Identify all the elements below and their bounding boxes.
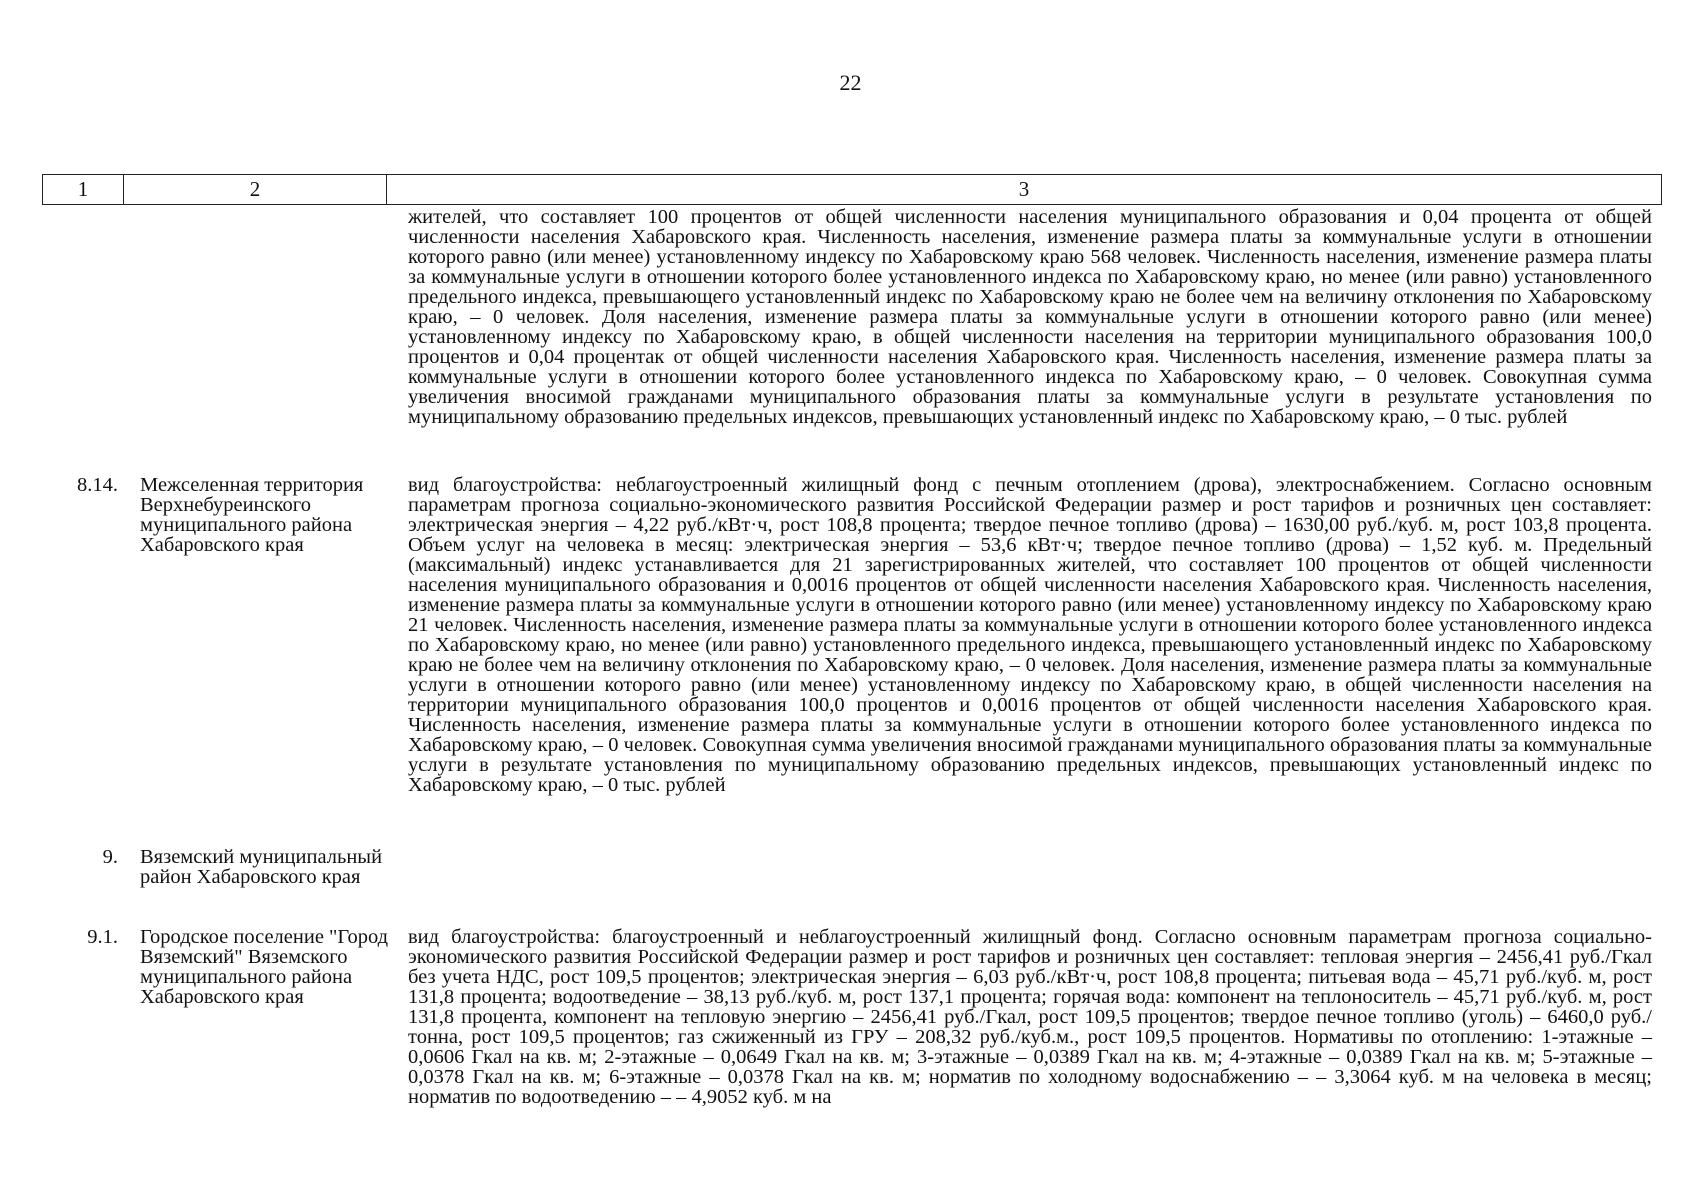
table-row — [42, 207, 1662, 469]
row-territory-name: Городское поселение "Город Вяземский" Вяземского муниципального района Хабаровского края — [140, 926, 389, 1008]
table-body — [42, 207, 1662, 1107]
row-territory-name — [132, 207, 396, 469]
row-territory-name: Межселенная территория Верхнебуреинского муниципального района Хабаровского края — [140, 474, 364, 556]
header-column-1: 1 — [43, 175, 124, 204]
table-header — [42, 174, 1662, 205]
row-number — [42, 207, 132, 469]
row-description — [396, 847, 1662, 919]
row-number: 9.1. — [87, 926, 118, 948]
row-territory-name: Вяземский муниципальный район Хабаровского края — [140, 846, 383, 888]
table-row — [42, 927, 1662, 1107]
row-description: вид благоустройства: неблагоустроенный жилищный фонд с печным отоплением (дрова), электроснабжением. Согласно основным параметрам прогноза социально-экономического развития Российской Федерации размер и рост тарифов и розничных цен составляет: электрическая энергия – 4,22 руб./кВт·ч, рост 108,8 процента; твердое печное топливо (дрова) – 1630,00 руб./куб. м, рост 103,8 процента. Объем услуг на человека в месяц: электрическая энергия – 53,6 кВт·ч; твердое печное топливо (дрова) – 1,52 куб. м. Предельный (максимальный) индекс устанавливается для 21 зарегистрированных жителей, что составляет 100 процентов от общей численности населения муниципального образования и 0,0016 процентов от общей численности населения Хабаровского края. Численность населения, изменение размера платы за коммунальные услуги в отношении которого равно (или менее) установленному индексу по Хабаровскому краю 21 человек. Численность населения, изменение размера платы за коммунальные услуги в отношении которого более установленного индекса по Хабаровскому краю, но менее (или равно) установленного предельного индекса, превышающего установленный индекс по Хабаровскому краю не более чем на величину отклонения по Хабаровскому краю, – 0 человек. Доля населения, изменение размера платы за коммунальные услуги в отношении которого равно (или менее) установленному индексу по Хабаровскому краю, в общей численности населения на территории муниципального образования 100,0 процентов и 0,0016 процентов от общей численности населения Хабаровского края. Численность населения, изменение размера платы за коммунальные услуги в отношении которого более установленного индекса по Хабаровскому краю, – 0 человек. Совокупная сумма увеличения вносимой гражданами муниципального образования платы за коммунальные услуги в результате установления по муниципальному образованию предельных индексов, превышающих установленный индекс по Хабаровскому краю, – 0 тыс. рублей — [408, 474, 1652, 796]
row-description: вид благоустройства: благоустроенный и неблагоустроенный жилищный фонд. Согласно основным параметрам прогноза социально-экономического развития Российской Федерации размер и рост тарифов и розничных цен составляет: тепловая энергия – 2456,41 руб./Гкал без учета НДС, рост 109,5 процентов; электрическая энергия – 6,03 руб./кВт·ч, рост 108,8 процента; питьевая вода – 45,71 руб./куб. м, рост 131,8 процента; водоотведение – 38,13 руб./куб. м, рост 137,1 процента; горячая вода: компонент на теплоноситель – 45,71 руб./куб. м, рост 131,8 процента, компонент на тепловую энергию – 2456,41 руб./Гкал, рост 109,5 процентов; твердое печное топливо (уголь) – 6460,0 руб./тонна, рост 109,5 процентов; газ сжиженный из ГРУ – 208,32 руб./куб.м., рост 109,5 процентов. Нормативы по отоплению: 1-этажные – 0,0606 Гкал на кв. м; 2-этажные – 0,0649 Гкал на кв. м; 3-этажные – 0,0389 Гкал на кв. м; 4-этажные – 0,0389 Гкал на кв. м; 5-этажные – 0,0378 Гкал на кв. м; 6-этажные – 0,0378 Гкал на кв. м; норматив по холодному водоснабжению – – 3,3064 куб. м на человека в месяц; норматив по водоотведению – – 4,9052 куб. м на — [408, 926, 1652, 1108]
page-number: 22 — [839, 70, 862, 95]
table-row — [42, 475, 1662, 841]
row-number: 9. — [102, 846, 118, 868]
header-column-3: 3 — [1018, 177, 1030, 201]
row-number: 8.14. — [77, 474, 118, 496]
row-description: жителей, что составляет 100 процентов от общей численности населения муниципального образования и 0,04 процента от общей численности населения Хабаровского края. Численность населения, изменение размера платы за коммунальные услуги в отношении которого равно (или менее) установленному индексу по Хабаровскому краю 568 человек. Численность населения, изменение размера платы за коммунальные услуги в отношении которого более установленного индекса по Хабаровскому краю, но менее (или равно) установленного предельного индекса, превышающего установленный индекс по Хабаровскому краю не более чем на величину отклонения по Хабаровскому краю, – 0 человек. Доля населения, изменение размера платы за коммунальные услуги в отношении которого равно (или менее) установленному индексу по Хабаровскому краю, в общей численности населения на территории муниципального образования 100,0 процентов и 0,04 процентак от общей численности населения Хабаровского края. Численность населения, изменение размера платы за коммунальные услуги в отношении которого более установленного индекса по Хабаровскому краю, – 0 человек. Совокупная сумма увеличения вносимой гражданами муниципального образования платы за коммунальные услуги в результате установления по муниципальному образованию предельных индексов, превышающих установленный индекс по Хабаровскому краю, – 0 тыс. рублей — [408, 206, 1652, 428]
header-column-2: 2 — [124, 175, 387, 204]
table-row — [42, 847, 1662, 919]
